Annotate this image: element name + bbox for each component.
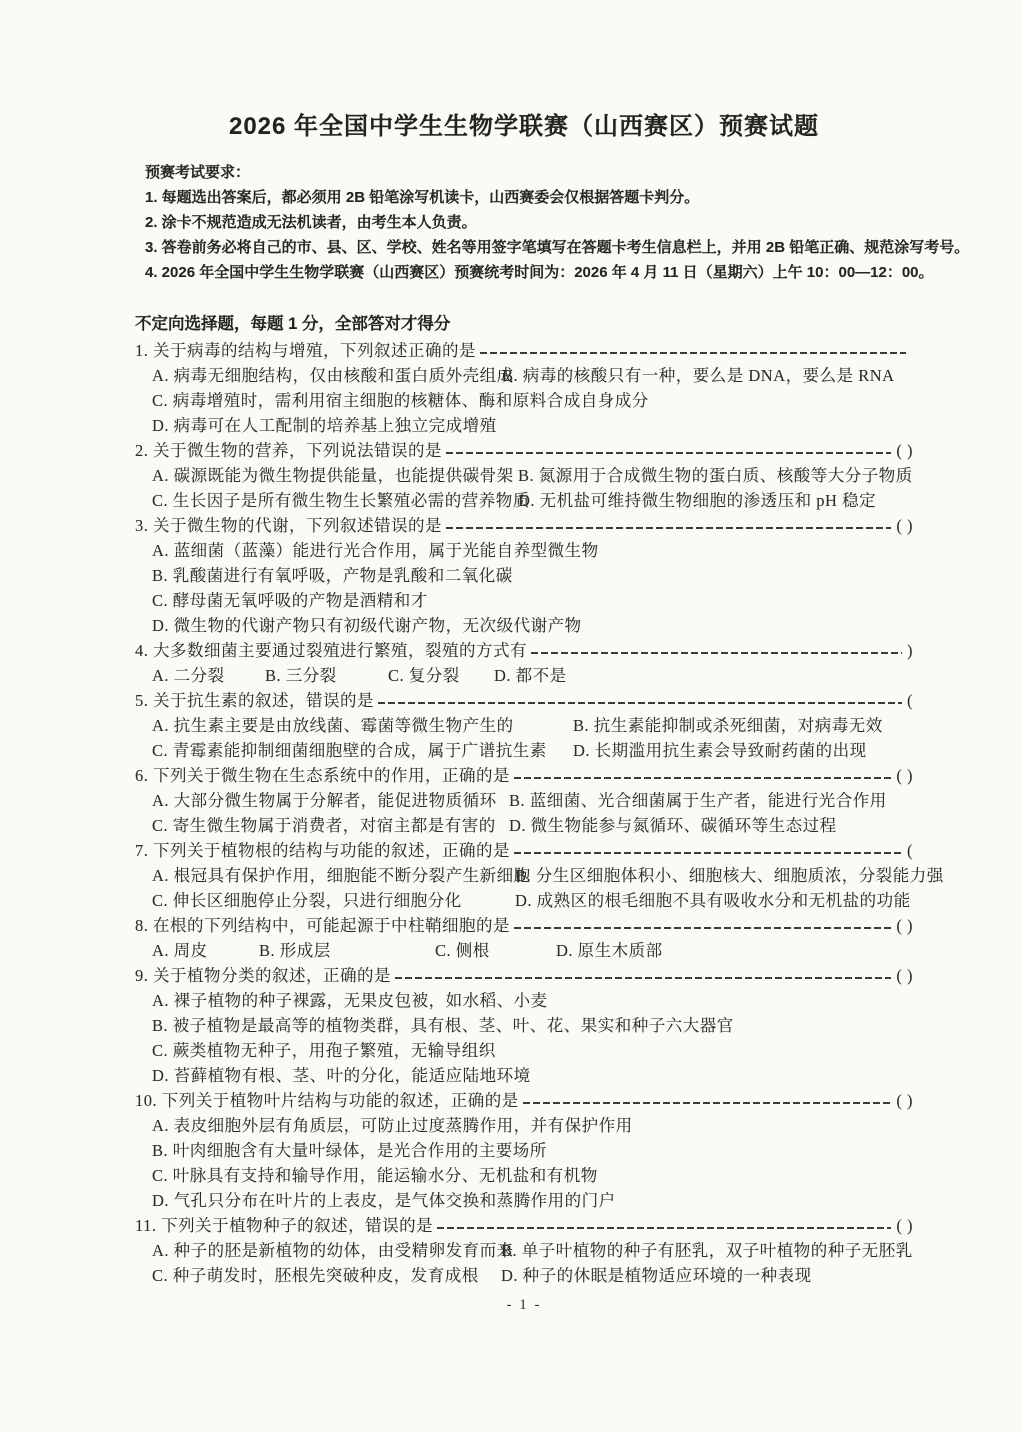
question-8-stem-line [135, 913, 913, 938]
dashed-leader [446, 527, 891, 529]
question-list [135, 338, 944, 1288]
option-b: B. 形成层 [259, 941, 331, 960]
dashed-leader [514, 852, 902, 854]
question-7 [135, 838, 944, 913]
answer-bracket: ( ) [896, 441, 913, 460]
option-d: D. 微生物能参与氮循环、碳循环等生态过程 [509, 816, 837, 835]
option-c: C. 生长因子是所有微生物生长繁殖必需的营养物质 [152, 491, 530, 510]
dashed-leader [395, 977, 891, 979]
option-d: D. 都不是 [494, 666, 567, 685]
option-c: C. 种子萌发时，胚根先突破种皮，发育成根 [152, 1266, 479, 1285]
option-a: A. 周皮 [152, 941, 208, 960]
question-4-stem-line [135, 638, 913, 663]
page-title: 2026 年全国中学生生物学联赛（山西赛区）预赛试题 [228, 113, 820, 140]
option-a: A. 种子的胚是新植物的幼体，由受精卵发育而来 [152, 1241, 514, 1260]
question-6-options-row-2 [135, 813, 913, 838]
question-3-stem-line [135, 513, 913, 538]
question-1-stem-line [135, 338, 913, 363]
question-2-options-row-2 [135, 488, 913, 513]
question-9 [135, 963, 913, 1088]
answer-bracket: ( ) [896, 516, 913, 535]
question-11 [135, 1213, 913, 1288]
dashed-leader [523, 1102, 892, 1104]
option-b: B. 三分裂 [265, 666, 337, 685]
dashed-leader [437, 1227, 891, 1229]
dashed-leader [514, 927, 891, 929]
question-9-options-row-3 [135, 1038, 913, 1063]
question-11-stem-line [135, 1213, 913, 1238]
option-d: D. 成熟区的根毛细胞不具有吸收水分和无机盐的功能 [515, 891, 911, 910]
option-b: B. 叶肉细胞含有大量叶绿体，是光合作用的主要场所 [152, 1141, 547, 1160]
question-9-options-row-4 [135, 1063, 913, 1088]
question-11-options-row-1 [135, 1238, 913, 1263]
option-a: A. 表皮细胞外层有角质层，可防止过度蒸腾作用，并有保护作用 [152, 1116, 633, 1135]
dashed-leader [446, 452, 891, 454]
question-3-options-row-4 [135, 613, 913, 638]
option-b: B. 分生区细胞体积小、细胞核大、细胞质浓，分裂能力强 [515, 866, 944, 885]
option-b: B. 蓝细菌、光合细菌属于生产者，能进行光合作用 [509, 791, 887, 810]
question-3-stem: 3. 关于微生物的代谢，下列叙述错误的是 [135, 516, 442, 535]
question-10-options-row-2 [135, 1138, 913, 1163]
answer-bracket: ( ) [896, 1216, 913, 1235]
dashed-leader [480, 352, 906, 354]
question-5-options-row-2 [135, 738, 913, 763]
question-1-stem: 1. 关于病毒的结构与增殖，下列叙述正确的是 [135, 341, 476, 360]
option-b: B. 病毒的核酸只有一种，要么是 DNA，要么是 RNA [502, 366, 895, 385]
page-content [135, 0, 970, 1314]
option-d: D. 长期滥用抗生素会导致耐药菌的出现 [573, 741, 867, 760]
option-d: D. 气孔只分布在叶片的上表皮，是气体交换和蒸腾作用的门户 [152, 1191, 616, 1210]
question-6-stem: 6. 下列关于微生物在生态系统中的作用，正确的是 [135, 766, 510, 785]
question-7-stem-line [135, 838, 913, 863]
question-11-stem: 11. 下列关于植物种子的叙述，错误的是 [135, 1216, 434, 1235]
question-8 [135, 913, 913, 963]
requirement-item-4: 4. 2026 年全国中学生生物学联赛（山西赛区）预赛统考时间为：2026 年 4 月 11 日（星期六）上午 10：00—12：00。 [145, 264, 934, 281]
page-number: - 1 - [506, 1297, 542, 1313]
answer-bracket: ( ) [896, 966, 913, 985]
question-9-options-row-1 [135, 988, 913, 1013]
requirement-item-2: 2. 涂卡不规范造成无法机读者，由考生本人负责。 [145, 214, 477, 231]
question-4-options-row-1 [135, 663, 913, 688]
option-b: B. 单子叶植物的种子有胚乳，双子叶植物的种子无胚乳 [501, 1241, 913, 1260]
option-c: C. 伸长区细胞停止分裂，只进行细胞分化 [152, 891, 462, 910]
question-7-options-row-1 [135, 863, 944, 888]
answer-bracket: ( ) [896, 766, 913, 785]
option-c: C. 病毒增殖时，需利用宿主细胞的核糖体、酶和原料合成自身成分 [152, 391, 649, 410]
requirement-item-1: 1. 每题选出答案后，都必须用 2B 铅笔涂写机读卡，山西赛委会仅根据答题卡判分。 [145, 189, 700, 206]
question-5 [135, 688, 913, 763]
option-d: D. 微生物的代谢产物只有初级代谢产物，无次级代谢产物 [152, 616, 582, 635]
question-3 [135, 513, 913, 638]
requirement-item-3: 3. 答卷前务必将自己的市、县、区、学校、姓名等用签字笔填写在答题卡考生信息栏上，并用 2B 铅笔正确、规范涂写考号。 [145, 239, 970, 256]
option-c: C. 复分裂 [388, 666, 460, 685]
exam-requirements [135, 161, 970, 285]
dashed-leader [531, 652, 902, 654]
option-c: C. 叶脉具有支持和输导作用，能运输水分、无机盐和有机物 [152, 1166, 598, 1185]
section-instructions: 不定向选择题，每题 1 分，全部答对才得分 [135, 315, 451, 333]
option-d: D. 苔藓植物有根、茎、叶的分化，能适应陆地环境 [152, 1066, 531, 1085]
answer-bracket: ) [907, 641, 913, 660]
answer-bracket: ( ) [896, 916, 913, 935]
question-2-stem: 2. 关于微生物的营养，下列说法错误的是 [135, 441, 442, 460]
question-8-stem: 8. 在根的下列结构中，可能起源于中柱鞘细胞的是 [135, 916, 510, 935]
question-9-options-row-2 [135, 1013, 913, 1038]
question-4 [135, 638, 913, 688]
option-d: D. 种子的休眠是植物适应环境的一种表现 [501, 1266, 812, 1285]
option-d: D. 无机盐可维持微生物细胞的渗透压和 pH 稳定 [518, 491, 877, 510]
question-5-options-row-1 [135, 713, 913, 738]
question-10-options-row-4 [135, 1188, 913, 1213]
option-a: A. 碳源既能为微生物提供能量，也能提供碳骨架 [152, 466, 514, 485]
question-5-stem-line [135, 688, 913, 713]
question-7-options-row-2 [135, 888, 913, 913]
option-d: D. 病毒可在人工配制的培养基上独立完成增殖 [152, 416, 497, 435]
option-a: A. 病毒无细胞结构，仅由核酸和蛋白质外壳组成 [152, 366, 514, 385]
question-1-options-row-1 [135, 363, 913, 388]
option-c: C. 寄生微生物属于消费者，对宿主都是有害的 [152, 816, 496, 835]
option-c: C. 青霉素能抑制细菌细胞壁的合成，属于广谱抗生素 [152, 741, 547, 760]
question-1-options-row-3 [135, 413, 913, 438]
option-a: A. 蓝细菌（蓝藻）能进行光合作用，属于光能自养型微生物 [152, 541, 599, 560]
question-6-options-row-1 [135, 788, 913, 813]
question-6 [135, 763, 913, 838]
question-3-options-row-1 [135, 538, 913, 563]
option-b: B. 乳酸菌进行有氧呼吸，产物是乳酸和二氧化碳 [152, 566, 513, 585]
question-10-stem: 10. 下列关于植物叶片结构与功能的叙述，正确的是 [135, 1091, 519, 1110]
option-b: B. 抗生素能抑制或杀死细菌，对病毒无效 [573, 716, 883, 735]
question-7-stem: 7. 下列关于植物根的结构与功能的叙述，正确的是 [135, 841, 510, 860]
question-10 [135, 1088, 913, 1213]
question-9-stem-line [135, 963, 913, 988]
question-4-stem: 4. 大多数细菌主要通过裂殖进行繁殖，裂殖的方式有 [135, 641, 527, 660]
option-a: A. 裸子植物的种子裸露，无果皮包被，如水稻、小麦 [152, 991, 548, 1010]
question-2 [135, 438, 913, 513]
question-6-stem-line [135, 763, 913, 788]
answer-bracket: ( ) [896, 1091, 913, 1110]
question-3-options-row-2 [135, 563, 913, 588]
question-2-options-row-1 [135, 463, 913, 488]
question-8-options-row-1 [135, 938, 913, 963]
option-b: B. 被子植物是最高等的植物类群，具有根、茎、叶、花、果实和种子六大器官 [152, 1016, 734, 1035]
answer-bracket: ( [907, 691, 913, 710]
question-5-stem: 5. 关于抗生素的叙述，错误的是 [135, 691, 374, 710]
dashed-leader [514, 777, 891, 779]
option-a: A. 大部分微生物属于分解者，能促进物质循环 [152, 791, 497, 810]
option-a: A. 抗生素主要是由放线菌、霉菌等微生物产生的 [152, 716, 514, 735]
requirements-heading: 预赛考试要求： [145, 164, 251, 181]
question-9-stem: 9. 关于植物分类的叙述，正确的是 [135, 966, 391, 985]
option-d: D. 原生木质部 [556, 941, 663, 960]
option-a: A. 二分裂 [152, 666, 225, 685]
option-c: C. 侧根 [435, 941, 490, 960]
question-2-stem-line [135, 438, 913, 463]
option-c: C. 蕨类植物无种子，用孢子繁殖，无输导组织 [152, 1041, 496, 1060]
question-11-options-row-2 [135, 1263, 913, 1288]
answer-bracket: ( [907, 841, 913, 860]
dashed-leader [378, 702, 902, 704]
question-3-options-row-3 [135, 588, 913, 613]
option-a: A. 根冠具有保护作用，细胞能不断分裂产生新细胞 [152, 866, 531, 885]
question-10-options-row-3 [135, 1163, 913, 1188]
option-c: C. 酵母菌无氧呼吸的产物是酒精和才 [152, 591, 428, 610]
question-10-options-row-1 [135, 1113, 913, 1138]
question-1-options-row-2 [135, 388, 913, 413]
option-b: B. 氮源用于合成微生物的蛋白质、核酸等大分子物质 [518, 466, 913, 485]
question-10-stem-line [135, 1088, 913, 1113]
question-1 [135, 338, 913, 438]
